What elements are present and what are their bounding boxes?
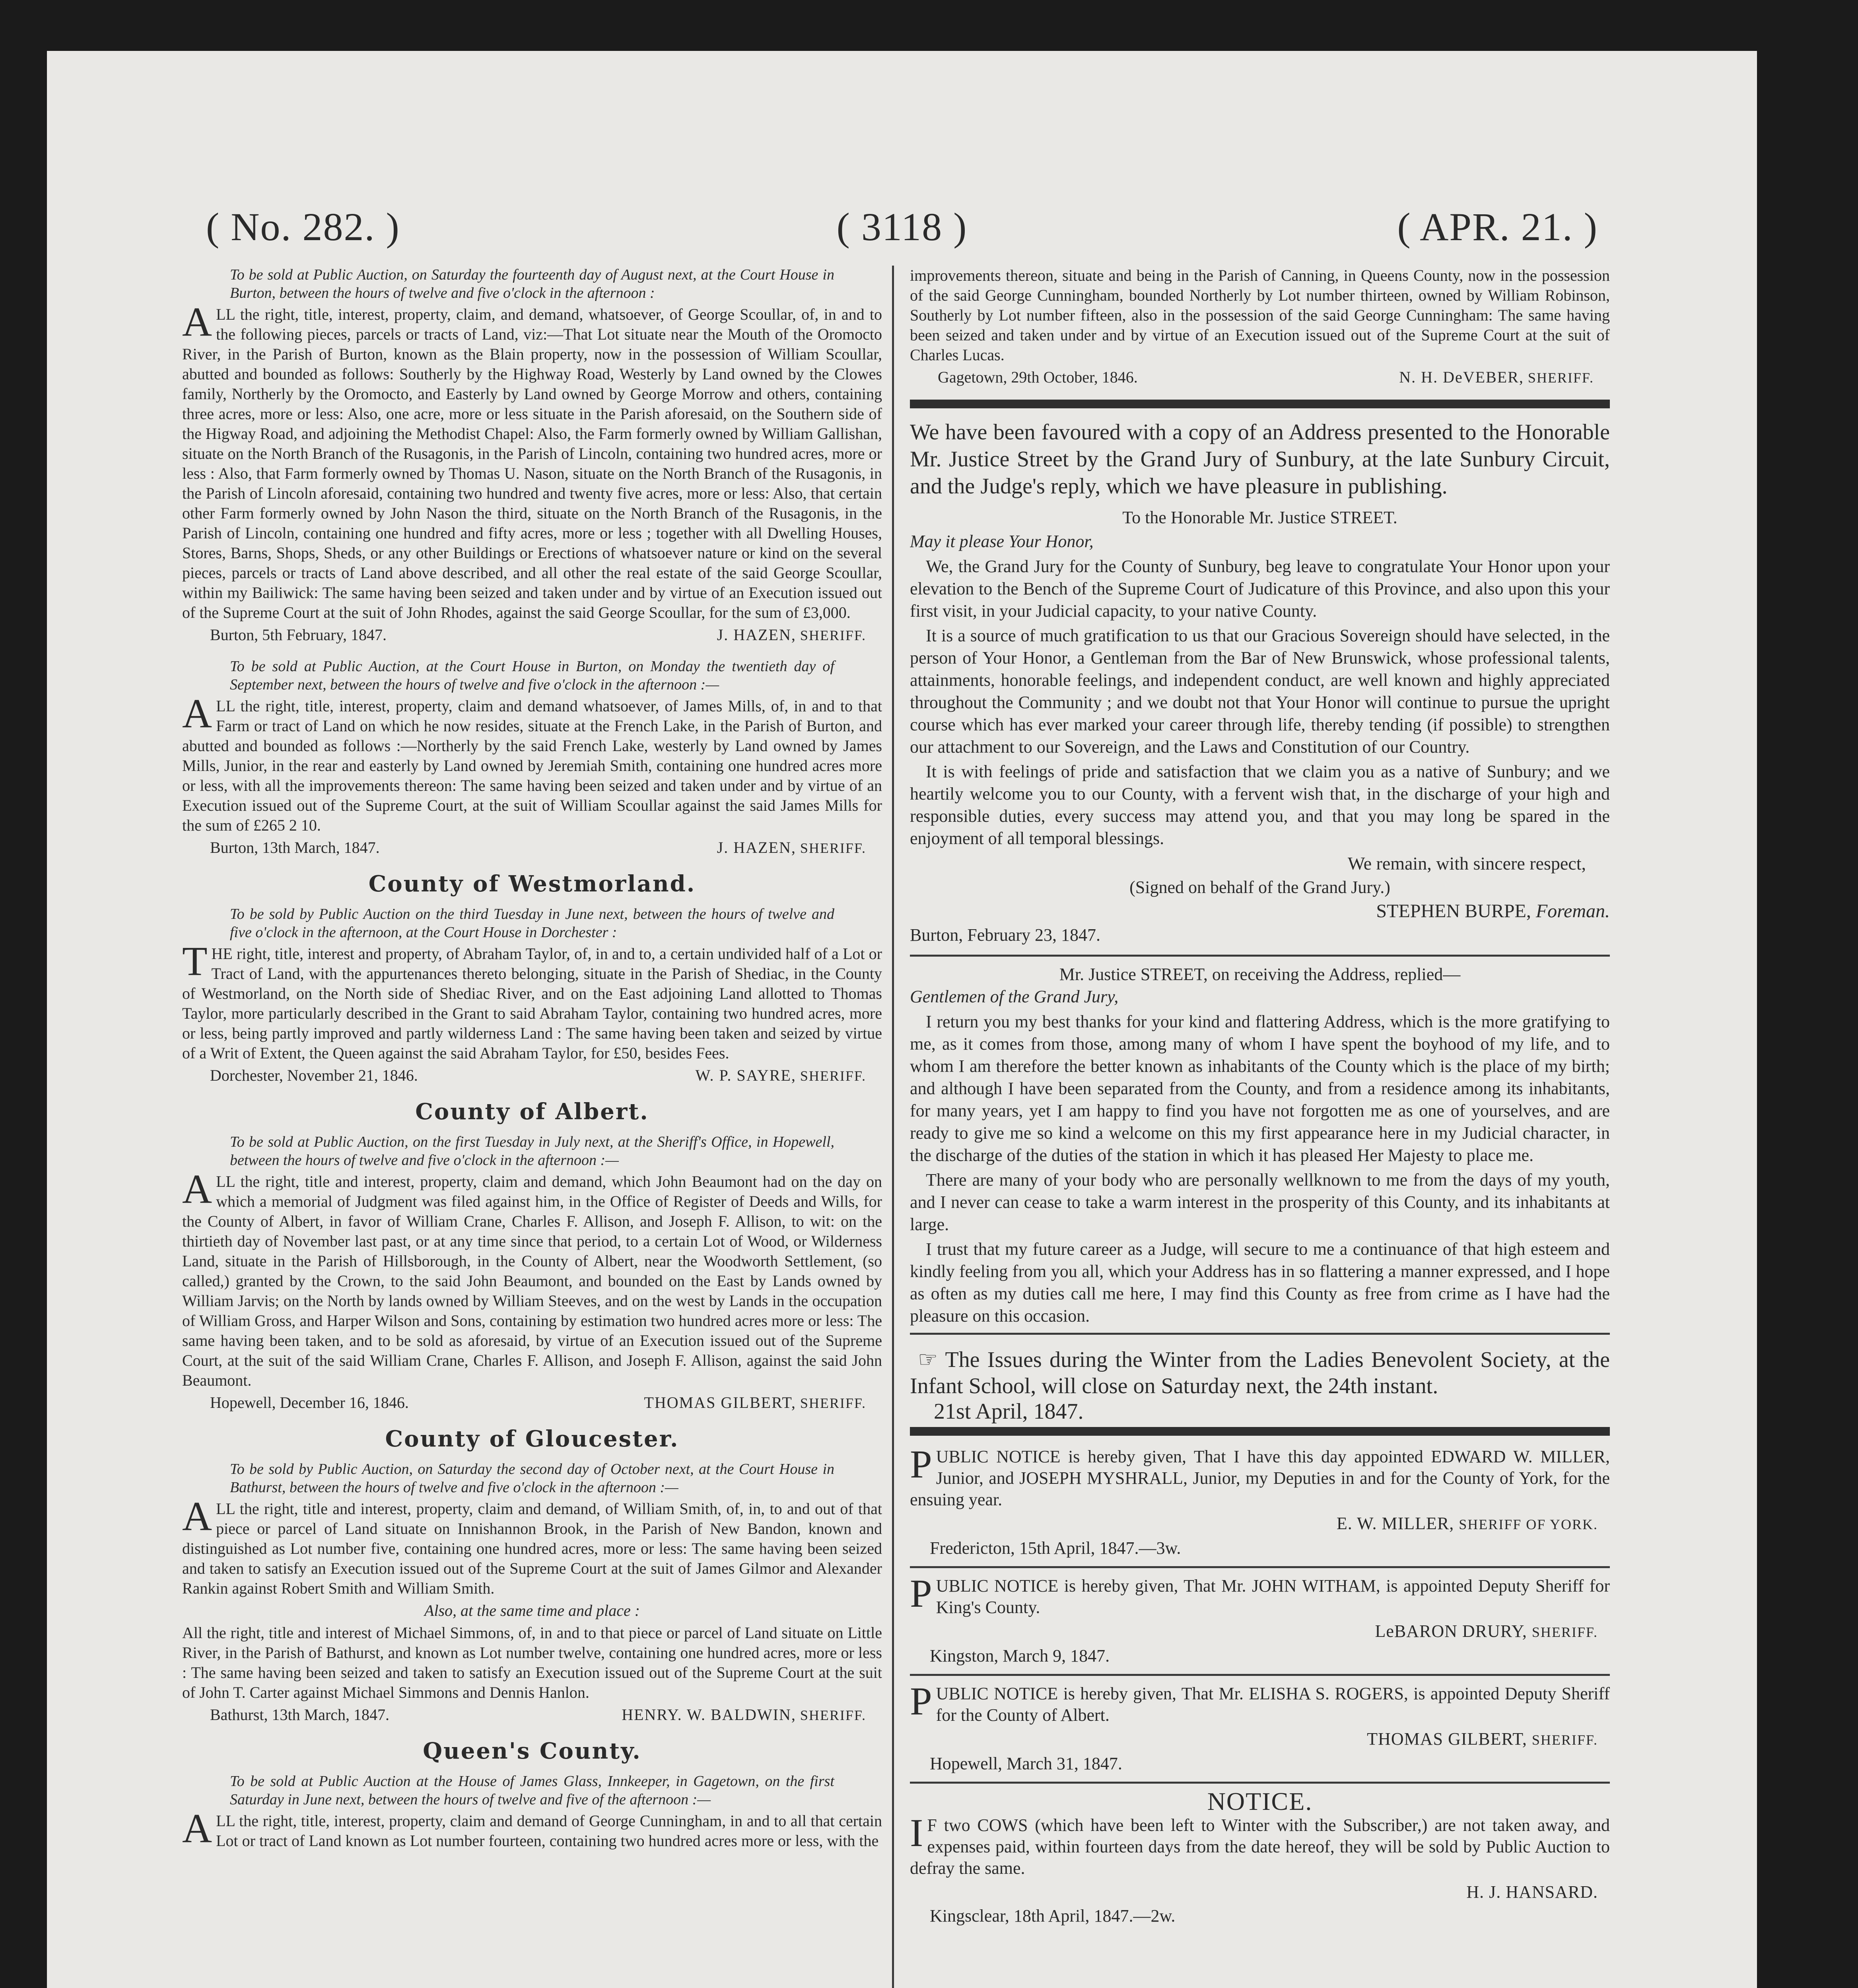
notice-body [182, 1166, 882, 1390]
signer-name: J. HAZEN, [717, 839, 796, 856]
signer-office: SHERIFF OF YORK. [1459, 1516, 1598, 1532]
drop-cap: P [910, 1442, 932, 1486]
page-header [206, 204, 1598, 264]
right-column [910, 266, 1610, 1988]
newspaper-page [47, 51, 1757, 1988]
notice-intro: To be sold by Public Auction on the third Tuesday in June next, between the hours of twelve and five o'clock in the afternoon, at the Court House in Dorchester : [230, 906, 834, 941]
reply-salutation: Gentlemen of the Grand Jury, [910, 987, 1119, 1006]
notice-date: Hopewell, March 31, 1847. [930, 1754, 1122, 1773]
section-rule [910, 400, 1610, 408]
section-rule [910, 1427, 1610, 1436]
notice-text: improvements thereon, situate and being in the Parish of Canning, in Queens County, now in the possession of the said George Cunningham, bounded Northerly by Lot number thirteen, owned by William Robinson, Southerly by Lot number fifteen, also in the possession of the said George Cunningham: The same having been seized and taken under and by virtue of an Execution issued out of the Supreme Court at the suit of Charles Lucas. [910, 266, 1610, 364]
left-column [182, 266, 882, 1988]
notice-date: Hopewell, December 16, 1846. [210, 1394, 409, 1411]
notice-body [182, 691, 882, 835]
column-divider [892, 266, 894, 1988]
address-title: To the Honorable Mr. Justice STREET. [1122, 508, 1397, 527]
signer-name: J. HAZEN, [717, 626, 796, 644]
notice-date: Kingston, March 9, 1847. [930, 1646, 1110, 1666]
cows-notice [910, 1787, 1610, 1927]
signer-office: SHERIFF. [800, 1707, 866, 1723]
county-heading-queens: Queen's County. [423, 1738, 641, 1764]
notice-signature [182, 838, 882, 858]
notice-text: HE right, title, interest and property, of Abraham Taylor, of, in and to, a certain undivided half of a Lot or Tract of Land, with the appurtenances thereto belonging, situate in the Parish of Shediac, in the County of Westmorland, on the North side of Shediac River, and on the East adjoining Land allotted to Thomas Taylor, more particularly described in the Grant to said Abraham Taylor, containing two hundred acres, more or less, being partly improved and partly wilderness Land : The same having been taken and seized by virtue of a Writ of Extent, the Queen against the said Abraham Taylor, for £50, besides Fees. [182, 945, 882, 1062]
signer-name: E. W. MILLER, [1336, 1514, 1454, 1533]
issues-text: The Issues during the Winter from the Ladies Benevolent Society, at the Infant School, will close on Saturday next, the 24th instant. [910, 1347, 1610, 1398]
notice-text: UBLIC NOTICE is hereby given, That I have this day appointed EDWARD W. MILLER, Junior, and JOSEPH MYSHRALL, Junior, my Deputies in and for the County of York, for the ensuing year. [910, 1447, 1610, 1509]
auction-notice-mills [182, 657, 882, 858]
page-number: ( 3118 ) [836, 205, 968, 249]
notice-date: Dorchester, November 21, 1846. [210, 1066, 418, 1084]
notice-date: Bathurst, 13th March, 1847. [210, 1706, 390, 1724]
notice-body-2: All the right, title and interest of Michael Simmons, of, in and to that piece or parcel of Land situate on Little River, in the Parish of Bathurst, and known as Lot number twelve, containing one hundred acres, more or less : The same having been seized and taken to satisfy an Execution issued out of the Supreme Court at the suit of John T. Carter against Michael Simmons and Dennis Hanlon. [182, 1624, 882, 1701]
notice-signature [910, 1621, 1610, 1643]
notice-text: LL the right, title and interest, property, claim and demand, which John Beaumont had on the day on which a memorial of Judgment was filed against him, in the Office of Register of Deeds and Wills, for the County of Albert, in favor of William Crane, Charles F. Allison, and Joseph F. Allison, to wit: on the thirtieth day of November last past, or at any time since that period, to a certain Lot of Wood, or Wilderness Land, situate in the Parish of Hillsborough, in the County of Albert, near the Woodworth Settlement, (so called,) granted by the Crown, to the said John Beaumont, and bounded on the East by Lands owned by William Jarvis; on the North by lands owned by William Steeves, and on the west by Lands in the occupation of William Gross, and Harper Wilson and Sons, containing by estimation two hundred acres more or less: The same having been taken, and to be sold as aforesaid, by virtue of an Execution issued out of the Supreme Court, at the suit of the said William Crane, Charles F. Allison, and Joseph F. Allison, against the said John Beaumont. [182, 1173, 882, 1389]
address-paragraph: We, the Grand Jury for the County of Sunbury, beg leave to congratulate Your Honor upon your elevation to the Bench of the Supreme Court of Judicature of this Province, and also upon this your first visit, in your Judicial capacity, to your native County. [910, 557, 1610, 621]
signer-name: N. H. DeVEBER, [1399, 368, 1524, 386]
notice-body [182, 1806, 882, 1851]
notice-text: UBLIC NOTICE is hereby given, That Mr. JOHN WITHAM, is appointed Deputy Sheriff for King's County. [936, 1576, 1610, 1617]
notice-signature [182, 1066, 882, 1086]
drop-cap: T [182, 938, 208, 984]
notice-date: Burton, 13th March, 1847. [210, 839, 380, 856]
signer-office: SHERIFF. [800, 840, 866, 856]
signer-office: SHERIFF. [1531, 1732, 1598, 1748]
notice-signature [182, 625, 882, 645]
issues-notice [910, 1347, 1610, 1399]
section-rule [910, 1333, 1610, 1335]
section-rule [910, 1782, 1610, 1784]
notice-signature [910, 1513, 1610, 1535]
reply-paragraph: There are many of your body who are personally wellknown to me from the days of my youth, and I never can cease to take a warm interest in the prosperity of this County, and its inhabitants at large. [910, 1170, 1610, 1234]
signer-name: W. P. SAYRE, [695, 1066, 796, 1084]
issue-number: ( No. 282. ) [206, 205, 400, 249]
address-close: We remain, with sincere respect, [1347, 853, 1586, 874]
section-rule [910, 1674, 1610, 1676]
reply-paragraph: I return you my best thanks for your kind and flattering Address, which is the more gratifying to me, as it comes from those, among many of whom I have spent the boyhood of my life, and to whom I am therefore the better known as inhabitants of the County which is the place of my birth; and although I have been separated from the County, and from a residence among its inhabitants, for many years, yet I am happy to find you have not forgotten me as one of yourselves, and are ready to give me so kind a welcome on this my first appearance here in my Judicial character, in the discharge of the duties of the station in which it has pleased Her Majesty to place me. [910, 1012, 1610, 1165]
address-paragraph: It is with feelings of pride and satisfaction that we claim you as a native of Sunbury; and we heartily welcome you to our County, with a fervent wish that, in the discharge of your high and responsible duties, every success may attend you, and that you may long be spared in the enjoyment of all temporal blessings. [910, 762, 1610, 848]
drop-cap: P [910, 1571, 932, 1615]
drop-cap: I [910, 1811, 923, 1855]
foreman-name: STEPHEN BURPE, [1376, 901, 1531, 922]
notice-intro: To be sold at Public Auction, on the first Tuesday in July next, at the Sheriff's Office, in Hopewell, between the hours of twelve and five o'clock in the afternoon :— [230, 1134, 834, 1169]
notice-date: Fredericton, 15th April, 1847.—3w. [930, 1538, 1181, 1558]
public-notice-kings [910, 1571, 1610, 1667]
foreman-signature [910, 901, 1610, 921]
issue-date: ( APR. 21. ) [1397, 205, 1598, 249]
notice-date: Gagetown, 29th October, 1846. [938, 368, 1138, 386]
signer-office: SHERIFF. [800, 1068, 866, 1084]
notice-signature [182, 1705, 882, 1725]
drop-cap: A [182, 1166, 212, 1212]
drop-cap: P [910, 1679, 932, 1723]
pointing-hand-icon: ☞ [918, 1347, 938, 1372]
address-lead: We have been favoured with a copy of an Address presented to the Honorable Mr. Justice Street by the Grand Jury of Sunbury, at the late Sunbury Circuit, and the Judge's reply, which we have pleasure in publishing. [910, 420, 1610, 499]
also-line: Also, at the same time and place : [424, 1602, 640, 1619]
notice-intro: To be sold at Public Auction at the House of James Glass, Innkeeper, in Gagetown, on the first Saturday in June next, between the hours of twelve and five of the afternoon :— [230, 1773, 834, 1808]
auction-notice-smith [182, 1460, 882, 1725]
drop-cap: A [182, 1493, 212, 1539]
foreman-title: Foreman. [1535, 901, 1610, 922]
notice-text: LL the right, title, interest, property, claim and demand whatsoever, of James Mills, of, in and to that Farm or tract of Land on which he now resides, situate at the French Lake, in the Parish of Burton, and abutted and bounded as follows :—Northerly by the said French Lake, westerly by Land owned by James Mills, Junior, in the rear and easterly by Land owned by Jeremiah Smith, containing one hundred acres more or less, with all the improvements thereon: The same having been seized and taken under and by virtue of an Execution issued out of the Supreme Court, at the suit of William Scoullar against the said James Mills for the sum of £265 2 10. [182, 697, 882, 834]
notice-text: F two COWS (which have been left to Winter with the Subscriber,) are not taken away, and expenses paid, within fourteen days from the date hereof, they will be sold by Public Auction to defray the same. [910, 1815, 1610, 1878]
drop-cap: A [182, 299, 212, 345]
notice-date: Kingsclear, 18th April, 1847.—2w. [930, 1906, 1176, 1926]
notice-signature [182, 1393, 882, 1413]
notice-signature [910, 367, 1610, 388]
address-date: Burton, February 23, 1847. [910, 925, 1101, 945]
notice-signature [910, 1728, 1610, 1751]
drop-cap: A [182, 1806, 212, 1851]
auction-notice-taylor [182, 905, 882, 1086]
county-heading-westmorland: County of Westmorland. [368, 871, 696, 897]
reply-intro: Mr. Justice STREET, on receiving the Address, replied— [1059, 965, 1461, 984]
public-notice-york [910, 1442, 1610, 1559]
auction-notice-cunningham-continued [910, 266, 1610, 388]
signer-name: THOMAS GILBERT, [1367, 1729, 1527, 1749]
notice-body [182, 299, 882, 623]
public-notice-albert [910, 1679, 1610, 1774]
auction-notice-scoullar [182, 266, 882, 645]
signer-office: SHERIFF. [800, 1395, 866, 1411]
notice-text: LL the right, title, interest, property, claim and demand of George Cunningham, in and to all that certain Lot or tract of Land known as Lot number fourteen, containing two hundred acres more or less, with the [216, 1812, 882, 1850]
notice-text: LL the right, title, interest, property, claim, and demand, whatsoever, of George Scoullar, of, in and to the following pieces, parcels or tracts of Land, viz:—That Lot situate near the Mouth of the Oromocto River, in the Parish of Burton, known as the Blain property, now in the possession of William Scoullar, abutted and bounded as follows: Southerly by the Highway Road, Westerly by Land owned by the Clowes family, Northerly by the Oromocto, and Easterly by Land owned by George Morrow and others, containing three acres, more or less: Also, one acre, more or less situate in the Parish aforesaid, on the Southern side of the Higway Road, and adjoining the Methodist Chapel: Also, the Farm formerly owned by William Gallishan, situate on the North Branch of the Rusagonis, in the Parish of Lincoln, containing two hundred acres, more or less : Also, that Farm formerly owned by Thomas U. Nason, situate on the North Branch of the Rusagonis, in the Parish of Lincoln aforesaid, containing two hundred and twenty five acres, more or less: Also, that certain other Farm formerly owned by John Nason the third, situate on the North Branch of the Rusagonis, in the Parish of Lincoln, containing one hundred and fifty acres, more or less ; together with all Dwelling Houses, Stores, Barns, Shops, Sheds, or any other Buildings or Erections of whatsoever nature or kind on the several pieces, parcels or tracts of Land above described, and all other the real estate of the said George Scoullar, within my Bailiwick: The same having been seized and taken under and by virtue of an Execution issued out of the Supreme Court at the suit of John Rhodes, against the said George Scoullar, for the sum of £3,000. [182, 305, 882, 621]
section-rule [910, 1566, 1610, 1568]
issues-date: 21st April, 1847. [934, 1399, 1084, 1424]
notice-heading: NOTICE. [1207, 1787, 1313, 1815]
reply-paragraph: I trust that my future career as a Judge, will secure to me a continuance of that high esteem and kindly feeling from you all, which your Address has in so flattering a manner expressed, and I hope as often as my duties call me here, I may find this County as free from crime as I have had the pleasure on this occasion. [910, 1239, 1610, 1326]
signer-name: HENRY. W. BALDWIN, [622, 1706, 796, 1724]
address-signed: (Signed on behalf of the Grand Jury.) [1129, 878, 1390, 897]
notice-text: UBLIC NOTICE is hereby given, That Mr. ELISHA S. ROGERS, is appointed Deputy Sheriff for the County of Albert. [936, 1684, 1610, 1725]
notice-body [182, 1493, 882, 1598]
notice-body [182, 938, 882, 1063]
signer-office: SHERIFF. [800, 627, 866, 643]
notice-text: LL the right, title and interest, property, claim and demand, of William Smith, of, in, to and out of that piece or parcel of Land situate on Innishannon Brook, in the Parish of New Bandon, known and distinguished as Lot number five, containing one hundred acres, more or less: The same having been seized and taken to satisfy an Execution issued out of the Supreme Court at the suit of James Gilmor and Alexander Rankin against Robert Smith and William Smith. [182, 1500, 882, 1597]
signer-name: H. J. HANSARD. [1466, 1882, 1598, 1902]
address-paragraph: It is a source of much gratification to us that our Gracious Sovereign should have selected, in the person of Your Honor, a Gentleman from the Bar of New Brunswick, whose professional talents, attainments, honorable feelings, and independent conduct, are well known and highly appreciated throughout the Community ; and we doubt not that Your Honor will continue to pursue the upright course which has ever marked your career through life, thereby tending (if possible) to strengthen our attachment to our Sovereign, and the Laws and Constitution of our Country. [910, 626, 1610, 757]
signer-name: THOMAS GILBERT, [644, 1394, 796, 1411]
notice-intro: To be sold at Public Auction, on Saturday the fourteenth day of August next, at the Court House in Burton, between the hours of twelve and five o'clock in the afternoon : [230, 266, 834, 301]
auction-notice-cunningham [182, 1772, 882, 1851]
notice-date: Burton, 5th February, 1847. [210, 626, 387, 644]
auction-notice-beaumont [182, 1133, 882, 1413]
signer-office: SHERIFF. [1531, 1624, 1598, 1640]
notice-intro: To be sold at Public Auction, at the Court House in Burton, on Monday the twentieth day of September next, between the hours of twelve and five o'clock in the afternoon :— [230, 658, 834, 693]
section-rule [910, 955, 1610, 957]
county-heading-albert: County of Albert. [415, 1099, 649, 1125]
signer-office: SHERIFF. [1528, 370, 1594, 386]
notice-intro: To be sold by Public Auction, on Saturday the second day of October next, at the Court House in Bathurst, between the hours of twelve and five o'clock in the afternoon :— [230, 1461, 834, 1496]
address-salutation: May it please Your Honor, [910, 532, 1094, 551]
drop-cap: A [182, 691, 212, 736]
county-heading-gloucester: County of Gloucester. [385, 1426, 679, 1452]
signer-name: LeBARON DRURY, [1375, 1621, 1527, 1641]
